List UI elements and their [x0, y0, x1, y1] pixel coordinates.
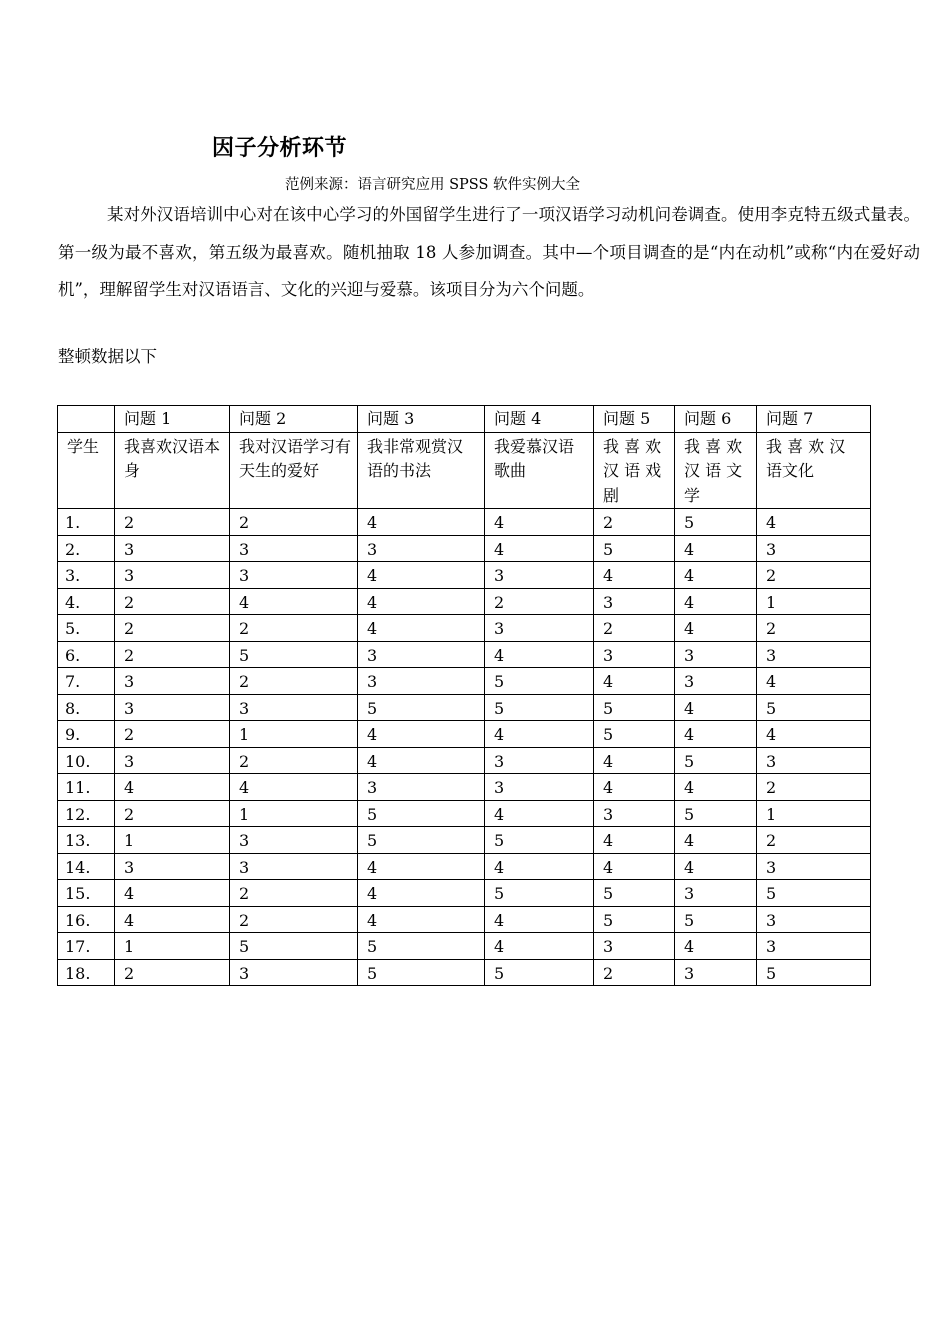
score-cell: 3 — [115, 747, 230, 774]
score-cell: 4 — [358, 880, 485, 907]
score-cell: 5 — [757, 694, 871, 721]
question-description: 我爱慕汉语歌曲 — [485, 432, 594, 509]
score-cell: 4 — [594, 853, 675, 880]
score-cell: 3 — [358, 774, 485, 801]
score-cell: 2 — [594, 959, 675, 986]
score-cell: 4 — [230, 588, 358, 615]
score-cell: 3 — [757, 641, 871, 668]
score-cell: 5 — [594, 535, 675, 562]
score-cell: 3 — [115, 668, 230, 695]
table-row — [58, 668, 871, 695]
score-cell: 4 — [358, 509, 485, 536]
score-cell: 2 — [115, 959, 230, 986]
score-cell: 4 — [594, 827, 675, 854]
question-description: 我 喜 欢 汉 语 文 学 — [675, 432, 757, 509]
score-cell: 5 — [675, 509, 757, 536]
score-cell: 1 — [115, 827, 230, 854]
score-cell: 3 — [675, 641, 757, 668]
score-cell: 3 — [115, 535, 230, 562]
score-cell: 3 — [115, 562, 230, 589]
score-cell: 3 — [358, 641, 485, 668]
score-cell: 5 — [358, 694, 485, 721]
score-cell: 3 — [757, 853, 871, 880]
score-cell: 3 — [675, 880, 757, 907]
student-id-cell: 10. — [58, 747, 115, 774]
score-cell: 5 — [594, 721, 675, 748]
score-cell: 4 — [115, 906, 230, 933]
score-cell: 4 — [675, 933, 757, 960]
score-cell: 2 — [115, 641, 230, 668]
column-header: 问题 4 — [485, 406, 594, 433]
score-cell: 2 — [115, 800, 230, 827]
score-cell: 2 — [115, 588, 230, 615]
table-row — [58, 959, 871, 986]
score-cell: 3 — [358, 668, 485, 695]
score-cell: 2 — [757, 615, 871, 642]
column-header: 问题 2 — [230, 406, 358, 433]
score-cell: 2 — [594, 615, 675, 642]
question-description: 我 喜 欢 汉 语文化 — [757, 432, 871, 509]
table-row — [58, 800, 871, 827]
score-cell: 3 — [594, 588, 675, 615]
score-cell: 3 — [485, 774, 594, 801]
student-id-cell: 9. — [58, 721, 115, 748]
score-cell: 1 — [757, 588, 871, 615]
student-id-cell: 16. — [58, 906, 115, 933]
source-line: 范例来源：语言研究应用 SPSS 软件实例大全 — [285, 177, 581, 193]
corner-cell — [58, 406, 115, 433]
score-cell: 4 — [358, 853, 485, 880]
score-cell: 5 — [230, 933, 358, 960]
score-cell: 4 — [230, 774, 358, 801]
score-cell: 1 — [230, 800, 358, 827]
score-cell: 4 — [757, 509, 871, 536]
score-cell: 4 — [675, 853, 757, 880]
student-id-cell: 3. — [58, 562, 115, 589]
score-cell: 3 — [594, 641, 675, 668]
score-cell: 4 — [485, 933, 594, 960]
table-row — [58, 853, 871, 880]
score-cell: 4 — [675, 562, 757, 589]
score-cell: 5 — [485, 959, 594, 986]
table-row — [58, 535, 871, 562]
score-cell: 3 — [358, 535, 485, 562]
score-cell: 2 — [757, 827, 871, 854]
score-cell: 4 — [675, 588, 757, 615]
table-row — [58, 562, 871, 589]
score-cell: 3 — [115, 694, 230, 721]
score-cell: 4 — [358, 906, 485, 933]
student-id-cell: 8. — [58, 694, 115, 721]
score-cell: 5 — [675, 747, 757, 774]
score-cell: 4 — [115, 774, 230, 801]
score-cell: 4 — [675, 535, 757, 562]
header-row — [58, 406, 871, 433]
score-cell: 4 — [485, 906, 594, 933]
score-cell: 3 — [230, 535, 358, 562]
score-cell: 4 — [485, 721, 594, 748]
score-cell: 4 — [594, 668, 675, 695]
table-body — [58, 406, 871, 986]
score-cell: 1 — [115, 933, 230, 960]
score-cell: 3 — [230, 959, 358, 986]
score-cell: 3 — [485, 562, 594, 589]
score-cell: 4 — [485, 641, 594, 668]
table-row — [58, 694, 871, 721]
score-cell: 3 — [485, 615, 594, 642]
table-row — [58, 509, 871, 536]
score-cell: 5 — [358, 800, 485, 827]
score-cell: 3 — [675, 959, 757, 986]
score-cell: 2 — [230, 880, 358, 907]
table-row — [58, 588, 871, 615]
question-description: 我非常观赏汉语的书法 — [358, 432, 485, 509]
column-header: 问题 1 — [115, 406, 230, 433]
table-row — [58, 641, 871, 668]
score-cell: 4 — [594, 562, 675, 589]
student-id-cell: 13. — [58, 827, 115, 854]
student-id-cell: 14. — [58, 853, 115, 880]
score-cell: 4 — [358, 615, 485, 642]
student-id-cell: 12. — [58, 800, 115, 827]
score-cell: 3 — [230, 562, 358, 589]
score-cell: 4 — [358, 747, 485, 774]
student-id-cell: 2. — [58, 535, 115, 562]
question-description: 我喜欢汉语本身 — [115, 432, 230, 509]
table-row — [58, 747, 871, 774]
score-cell: 5 — [230, 641, 358, 668]
score-cell: 2 — [757, 562, 871, 589]
score-cell: 4 — [485, 509, 594, 536]
score-cell: 3 — [230, 827, 358, 854]
table-row — [58, 615, 871, 642]
intro-paragraph: 某对外汉语培训中心对在该中心学习的外国留学生进行了一项汉语学习动机问卷调查。使用李克特五级式量表。第一级为最不喜欢，第五级为最喜欢。随机抽取 18 人参加调查。其中—个项目调查的是“内在动机”或称“内在爱好动机”，理解留学生对汉语语言、文化的兴迎与爱慕。该项目分为六个问题。 — [58, 205, 920, 299]
score-cell: 5 — [358, 933, 485, 960]
table-row — [58, 880, 871, 907]
table-row — [58, 906, 871, 933]
question-description: 我 喜 欢 汉 语 戏 剧 — [594, 432, 675, 509]
score-cell: 5 — [675, 906, 757, 933]
score-cell: 4 — [675, 774, 757, 801]
score-cell: 3 — [757, 535, 871, 562]
score-cell: 4 — [757, 721, 871, 748]
column-header: 问题 6 — [675, 406, 757, 433]
score-cell: 3 — [594, 933, 675, 960]
student-id-cell: 17. — [58, 933, 115, 960]
table-row — [58, 933, 871, 960]
question-description: 我对汉语学习有天生的爱好 — [230, 432, 358, 509]
score-cell: 2 — [757, 774, 871, 801]
table-row — [58, 721, 871, 748]
score-cell: 2 — [115, 615, 230, 642]
student-id-cell: 6. — [58, 641, 115, 668]
score-cell: 4 — [358, 562, 485, 589]
score-cell: 4 — [485, 535, 594, 562]
student-id-cell: 18. — [58, 959, 115, 986]
score-cell: 3 — [757, 906, 871, 933]
score-cell: 3 — [230, 853, 358, 880]
score-cell: 5 — [757, 880, 871, 907]
table-row — [58, 827, 871, 854]
student-id-cell: 11. — [58, 774, 115, 801]
score-cell: 5 — [594, 880, 675, 907]
score-cell: 3 — [230, 694, 358, 721]
column-header: 问题 5 — [594, 406, 675, 433]
score-cell: 5 — [485, 694, 594, 721]
score-cell: 3 — [757, 933, 871, 960]
score-cell: 2 — [230, 668, 358, 695]
score-cell: 1 — [757, 800, 871, 827]
score-cell: 1 — [230, 721, 358, 748]
score-cell: 2 — [230, 615, 358, 642]
score-cell: 4 — [358, 588, 485, 615]
table-row — [58, 774, 871, 801]
score-cell: 5 — [485, 880, 594, 907]
score-cell: 4 — [594, 747, 675, 774]
score-cell: 2 — [594, 509, 675, 536]
score-cell: 3 — [594, 800, 675, 827]
score-cell: 2 — [485, 588, 594, 615]
score-cell: 3 — [485, 747, 594, 774]
score-cell: 5 — [485, 827, 594, 854]
score-cell: 4 — [675, 694, 757, 721]
score-cell: 3 — [675, 668, 757, 695]
score-cell: 3 — [115, 853, 230, 880]
score-cell: 4 — [675, 721, 757, 748]
score-cell: 5 — [757, 959, 871, 986]
row-label-cell: 学生 — [58, 432, 115, 509]
score-cell: 5 — [675, 800, 757, 827]
survey-data-table — [57, 405, 871, 986]
score-cell: 4 — [485, 800, 594, 827]
score-cell: 2 — [230, 906, 358, 933]
score-cell: 4 — [594, 774, 675, 801]
document-title: 因子分析环节 — [212, 136, 348, 161]
student-id-cell: 1. — [58, 509, 115, 536]
score-cell: 5 — [594, 694, 675, 721]
student-id-cell: 7. — [58, 668, 115, 695]
score-cell: 2 — [230, 747, 358, 774]
score-cell: 4 — [675, 615, 757, 642]
score-cell: 5 — [358, 959, 485, 986]
description-row — [58, 432, 871, 509]
score-cell: 2 — [115, 509, 230, 536]
score-cell: 3 — [757, 747, 871, 774]
score-cell: 5 — [358, 827, 485, 854]
student-id-cell: 4. — [58, 588, 115, 615]
data-note: 整顿数据以下 — [58, 347, 157, 366]
score-cell: 5 — [594, 906, 675, 933]
column-header: 问题 3 — [358, 406, 485, 433]
score-cell: 4 — [757, 668, 871, 695]
score-cell: 2 — [230, 509, 358, 536]
score-cell: 2 — [115, 721, 230, 748]
column-header: 问题 7 — [757, 406, 871, 433]
score-cell: 4 — [675, 827, 757, 854]
student-id-cell: 5. — [58, 615, 115, 642]
score-cell: 4 — [115, 880, 230, 907]
score-cell: 5 — [485, 668, 594, 695]
student-id-cell: 15. — [58, 880, 115, 907]
score-cell: 4 — [485, 853, 594, 880]
score-cell: 4 — [358, 721, 485, 748]
